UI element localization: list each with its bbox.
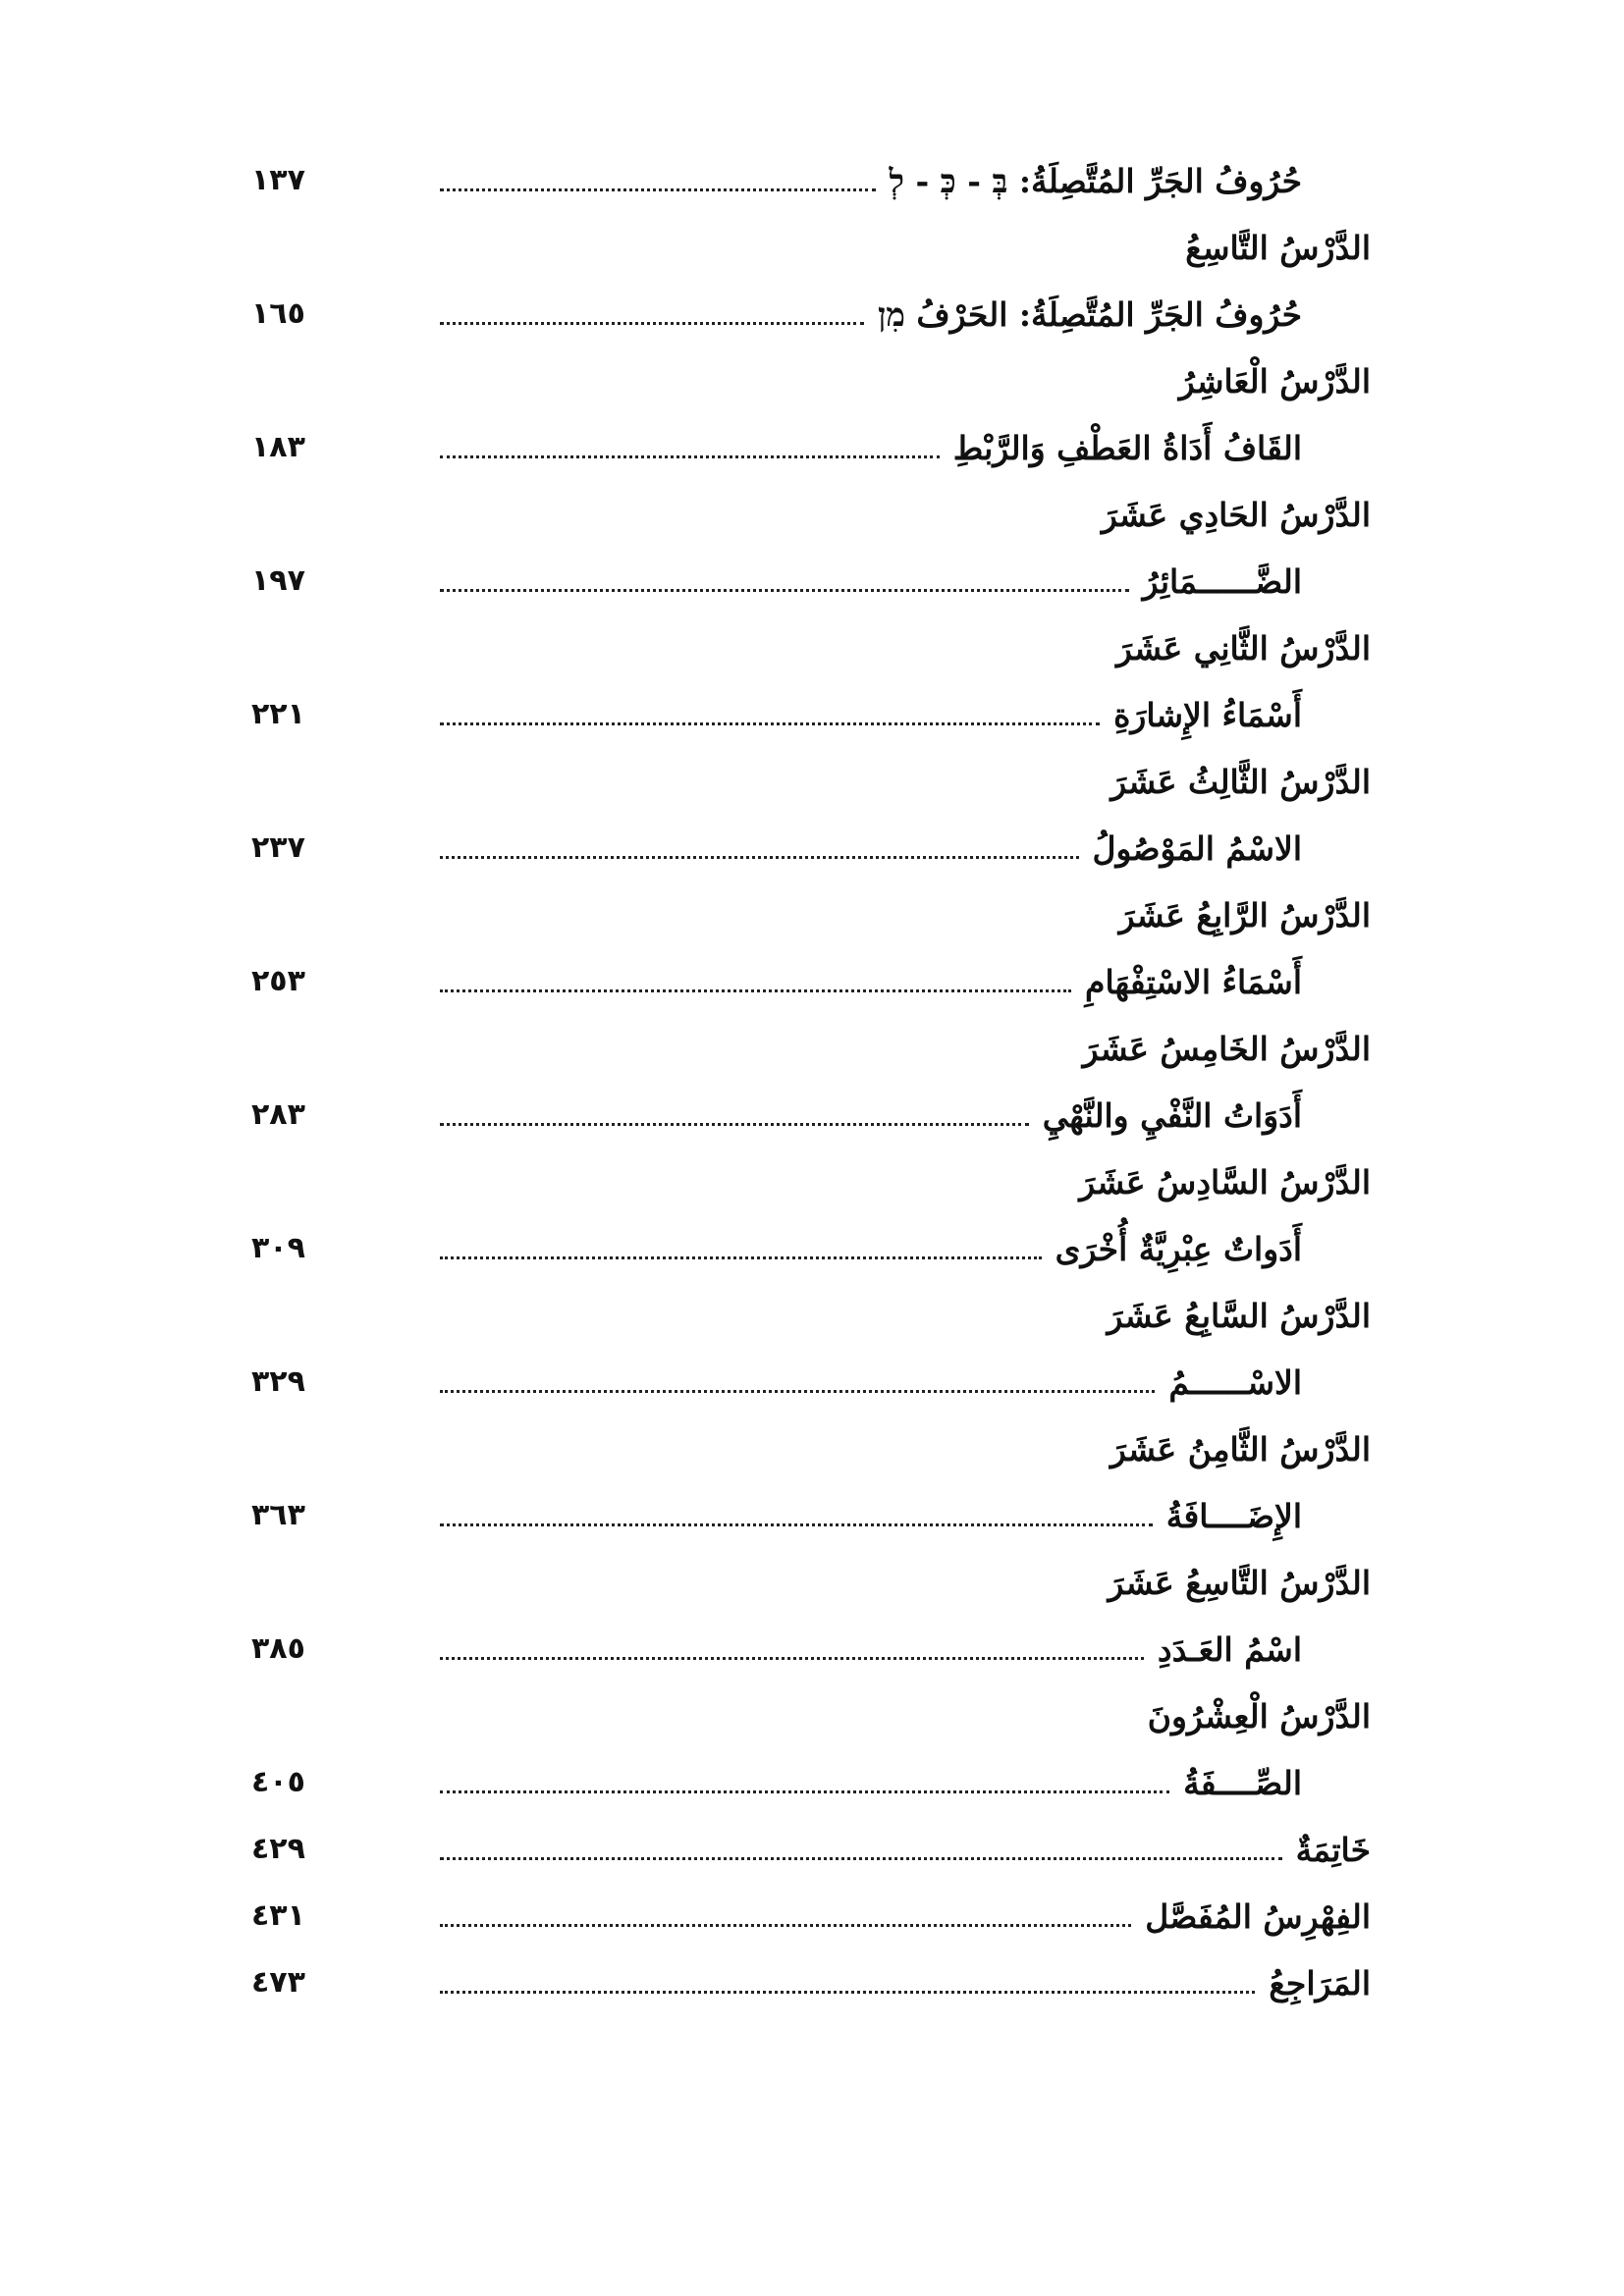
toc-page-number: ٢٥٣ xyxy=(251,964,305,998)
toc-entry-title: حُرُوفُ الجَرِّ المُتَّصِلَةُ: الحَرْفُ מִן xyxy=(877,294,1302,334)
dot-leader xyxy=(440,1991,1255,1994)
toc-page-number: ٣٦٣ xyxy=(251,1498,305,1532)
toc-entry-title: الدَّرْسُ الْعَاشِرُ xyxy=(1178,361,1371,400)
toc-entry-title: الاسْمُ المَوْصُولُ xyxy=(1092,828,1302,868)
toc-entry[interactable] xyxy=(251,1749,1371,1816)
toc-lesson-heading xyxy=(251,614,1371,681)
toc-entry-title: الضَّــــــمَائِرُ xyxy=(1142,561,1302,601)
toc-entry-title: أَدَواتٌ عِبْرِيَّةٌ أُخْرَى xyxy=(1055,1229,1302,1268)
toc-page-number: ١٦٥ xyxy=(251,296,305,331)
toc-lesson-heading xyxy=(251,347,1371,414)
toc-page-number: ٤٧٣ xyxy=(251,1965,305,2000)
toc-entry-title: الدَّرْسُ الحَادِي عَشَرَ xyxy=(1101,495,1371,534)
toc-entry-title: خَاتِمَةٌ xyxy=(1295,1830,1371,1869)
toc-lesson-heading xyxy=(251,881,1371,948)
toc-entry[interactable] xyxy=(251,1816,1371,1883)
toc-entry[interactable] xyxy=(251,681,1371,748)
toc-entry-title: الفِهْرِسُ المُفَصَّل xyxy=(1145,1896,1371,1936)
toc-lesson-heading xyxy=(251,1015,1371,1082)
dot-leader xyxy=(440,1857,1282,1860)
toc-page-number: ٤٣١ xyxy=(251,1898,305,1933)
toc-entry[interactable] xyxy=(251,548,1371,614)
toc-entry-title: أَدَوَاتُ النَّفْيِ والنَّهْيِ xyxy=(1042,1095,1302,1135)
toc-page-number: ٢٢١ xyxy=(251,697,305,731)
toc-page-number: ١٨٣ xyxy=(251,430,305,464)
dot-leader xyxy=(440,1256,1042,1259)
toc-page-number: ٣٨٥ xyxy=(251,1631,305,1666)
toc-page-number: ١٩٧ xyxy=(251,563,305,598)
dot-leader xyxy=(440,1924,1131,1927)
toc-page-number: ٣٠٩ xyxy=(251,1231,305,1265)
toc-page-number: ٤٢٩ xyxy=(251,1832,305,1866)
toc-page-number: ٢٣٧ xyxy=(251,830,305,865)
toc-entry[interactable] xyxy=(251,1082,1371,1148)
toc-lesson-heading xyxy=(251,1549,1371,1616)
toc-entry[interactable] xyxy=(251,1949,1371,2016)
dot-leader xyxy=(440,322,864,325)
dot-leader xyxy=(440,589,1129,592)
toc-lesson-heading xyxy=(251,481,1371,548)
dot-leader xyxy=(440,989,1071,992)
dot-leader xyxy=(440,455,940,458)
toc-entry-title: الدَّرْسُ الثَّانِي عَشَرَ xyxy=(1115,628,1371,667)
toc-entry-title: الاسْــــــمُ xyxy=(1168,1362,1302,1402)
toc-entry-title: الدَّرْسُ التَّاسِعُ عَشَرَ xyxy=(1108,1563,1371,1602)
toc-lesson-heading xyxy=(251,1415,1371,1482)
toc-entry-title: الدَّرْسُ الرَّابِعُ عَشَرَ xyxy=(1118,895,1371,934)
toc-entry-title: المَرَاجِعُ xyxy=(1269,1963,1371,2002)
toc-entry[interactable] xyxy=(251,1883,1371,1949)
toc-entry[interactable] xyxy=(251,147,1371,214)
dot-leader xyxy=(440,1123,1029,1126)
toc-entry-title: الصِّــــفَةُ xyxy=(1183,1763,1302,1802)
toc-entry-title: حُرُوفُ الجَرِّ المُتَّصِلَةُ: בְּ - כְּ - לְ xyxy=(889,161,1302,200)
dot-leader xyxy=(440,1657,1144,1660)
toc-entry[interactable] xyxy=(251,1482,1371,1549)
toc-entry-title: الدَّرْسُ الثَّامِنُ عَشَرَ xyxy=(1110,1429,1371,1468)
toc-lesson-heading xyxy=(251,1148,1371,1215)
toc-lesson-heading xyxy=(251,1682,1371,1749)
toc-entry-title: أَسْمَاءُ الإِشارَةِ xyxy=(1113,695,1302,734)
toc-entry[interactable] xyxy=(251,948,1371,1015)
dot-leader xyxy=(440,188,876,191)
toc-entry-title: أَسْمَاءُ الاسْتِفْهَامِ xyxy=(1085,962,1302,1001)
toc-entry-title: اسْمُ العَـدَدِ xyxy=(1157,1629,1302,1669)
toc-entry-title: الدَّرْسُ السَّادِسُ عَشَرَ xyxy=(1079,1162,1371,1201)
dot-leader xyxy=(440,722,1100,725)
toc-entry[interactable] xyxy=(251,281,1371,347)
toc-entry[interactable] xyxy=(251,815,1371,881)
toc-page-number: ٣٢٩ xyxy=(251,1364,305,1399)
toc-entry-title: الدَّرْسُ الْعِشْرُونَ xyxy=(1147,1696,1371,1735)
toc-entry[interactable] xyxy=(251,1616,1371,1682)
toc-entry-title: الإِضَــــافَةُ xyxy=(1165,1496,1302,1535)
toc-entry[interactable] xyxy=(251,414,1371,481)
dot-leader xyxy=(440,1523,1153,1526)
toc-entry-title: الدَّرْسُ الثَّالِثُ عَشَرَ xyxy=(1110,762,1371,801)
dot-leader xyxy=(440,856,1079,859)
toc-entry-title: الدَّرْسُ التَّاسِعُ xyxy=(1185,228,1371,267)
toc-entry[interactable] xyxy=(251,1215,1371,1282)
table-of-contents xyxy=(251,147,1371,2016)
toc-entry[interactable] xyxy=(251,1349,1371,1415)
toc-page-number: ١٣٧ xyxy=(251,163,305,197)
toc-lesson-heading xyxy=(251,214,1371,281)
dot-leader xyxy=(440,1790,1169,1793)
toc-entry-title: الدَّرْسُ السَّابِعُ عَشَرَ xyxy=(1107,1296,1371,1335)
toc-lesson-heading xyxy=(251,1282,1371,1349)
toc-entry-title: الدَّرْسُ الخَامِسُ عَشَرَ xyxy=(1082,1029,1371,1068)
toc-lesson-heading xyxy=(251,748,1371,815)
toc-page-number: ٤٠٥ xyxy=(251,1765,305,1799)
toc-page-number: ٢٨٣ xyxy=(251,1097,305,1132)
dot-leader xyxy=(440,1390,1155,1393)
toc-entry-title: القَافُ أَدَاةُ العَطْفِ وَالرَّبْطِ xyxy=(952,428,1302,467)
